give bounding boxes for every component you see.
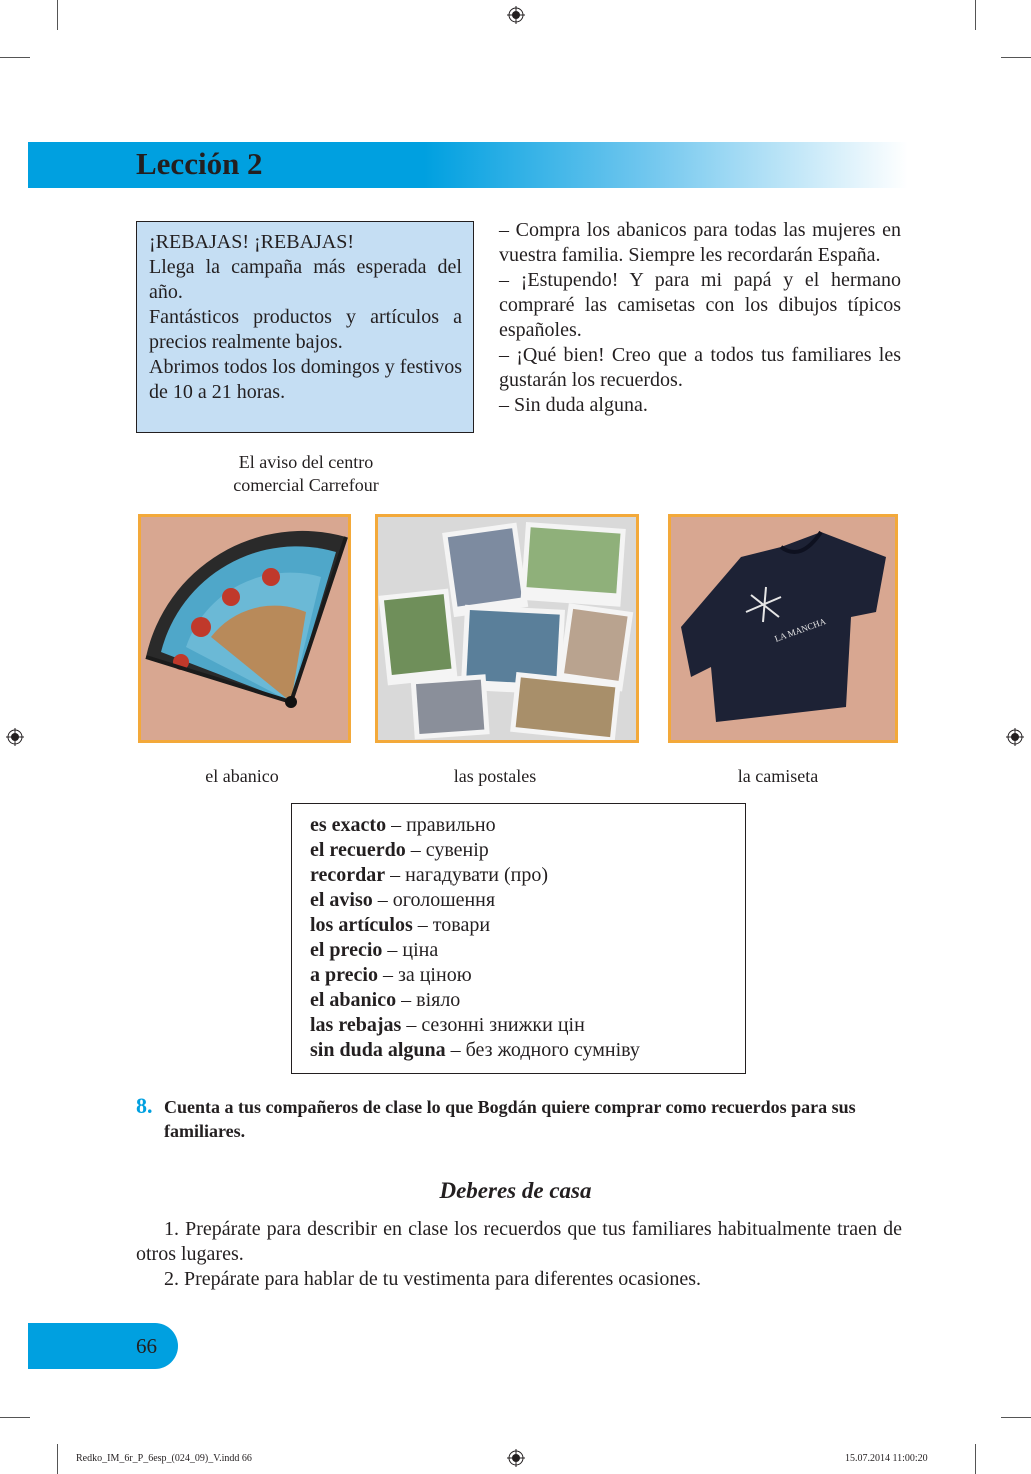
- crop-mark: [975, 0, 976, 30]
- vocab-entry: [310, 988, 745, 1013]
- dialog-line: – ¡Qué bien! Creo que a todos tus familiares les gustarán los recuerdos.: [499, 344, 901, 391]
- homework-item: 1. Prepárate para describir en clase los recuerdos que tus familiares habitualmente traen de otros lugares.: [136, 1218, 902, 1265]
- postcards-icon: [378, 517, 636, 740]
- task-number: [136, 1093, 153, 1119]
- crop-mark: [0, 57, 30, 58]
- notice-line: Fantásticos productos y artículos a precios realmente bajos.: [149, 306, 462, 353]
- vocab-entry: [310, 838, 745, 863]
- vocab-entry: [310, 963, 745, 988]
- vocab-term: es exacto: [310, 814, 387, 836]
- vocab-translation: – сезонні знижки цін: [401, 1014, 585, 1036]
- registration-mark-icon: [1006, 728, 1024, 746]
- homework-title: Deberes de casa: [439, 1178, 592, 1203]
- page-number: 66: [136, 1334, 157, 1358]
- vocab-term: el precio: [310, 939, 383, 961]
- vocab-translation: – без жодного сумніву: [445, 1039, 640, 1061]
- registration-mark-icon: [507, 1449, 525, 1467]
- vocab-term: sin duda alguna: [310, 1039, 446, 1061]
- dialog-text: [499, 218, 901, 418]
- store-notice: [136, 221, 474, 433]
- slug-date: 15.07.2014 11:00:20: [845, 1453, 928, 1464]
- notice-caption: [176, 451, 436, 497]
- registration-mark-icon: [6, 728, 24, 746]
- vocab-term: a precio: [310, 964, 378, 986]
- notice-line: ¡REBAJAS! ¡REBAJAS!: [149, 231, 355, 253]
- crop-mark: [975, 1444, 976, 1474]
- notice-line: Llega la campaña más esperada del año.: [149, 256, 462, 303]
- vocabulary-box: [291, 803, 746, 1074]
- homework-item: 2. Prepárate para hablar de tu vestimenta para diferentes ocasiones.: [164, 1268, 701, 1290]
- postcards-photo: [375, 514, 639, 743]
- dialog-line: – ¡Estupendo! Y para mi papá y el hermano compraré las camisetas con los dibujos típicos españoles.: [499, 269, 901, 341]
- notice-caption-line: El aviso del centro: [238, 452, 374, 472]
- dialog-line: – Sin duda alguna.: [499, 394, 648, 416]
- task-text: Cuenta a tus compañeros de clase lo que Bogdán quiere comprar como recuerdos para sus familiares.: [164, 1097, 856, 1141]
- tshirt-icon: [671, 517, 895, 740]
- vocab-term: el aviso: [310, 889, 373, 911]
- vocab-translation: – за ціною: [377, 964, 472, 986]
- photo-caption-fan: el abanico: [205, 766, 279, 786]
- dialog-line: – Compra los abanicos para todas las mujeres en vuestra familia. Siempre les recordarán España.: [499, 219, 901, 266]
- crop-mark: [57, 1444, 58, 1474]
- vocab-translation: – сувенір: [405, 839, 489, 861]
- vocab-translation: – правильно: [386, 814, 496, 836]
- vocab-entry: [310, 938, 745, 963]
- vocab-term: las rebajas: [310, 1014, 402, 1036]
- registration-mark-icon: [507, 6, 525, 24]
- vocab-term: recordar: [310, 864, 386, 886]
- notice-line: Abrimos todos los domingos y festivos de 10 a 21 horas.: [149, 356, 462, 403]
- vocab-entry: [310, 1013, 745, 1038]
- vocab-entry: [310, 888, 745, 913]
- vocab-entry: [310, 813, 745, 838]
- vocab-translation: – ціна: [382, 939, 439, 961]
- fan-icon: [141, 517, 348, 740]
- crop-mark: [1001, 57, 1031, 58]
- fan-photo: [138, 514, 351, 743]
- photo-caption-tshirt: la camiseta: [737, 766, 819, 786]
- crop-mark: [0, 1417, 30, 1418]
- vocab-translation: – нагадувати (про): [385, 864, 548, 886]
- lesson-title: Lección 2: [136, 146, 263, 181]
- vocab-translation: – товари: [412, 914, 491, 936]
- tshirt-photo: [668, 514, 898, 743]
- vocab-translation: – віяло: [396, 989, 461, 1011]
- photo-caption-postcards: las postales: [453, 766, 537, 786]
- vocab-entry: [310, 863, 745, 888]
- slug-filename: Redko_IM_6r_P_6esp_(024_09)_V.indd 66: [76, 1453, 252, 1464]
- vocab-entry: [310, 913, 745, 938]
- vocab-term: los artículos: [310, 914, 413, 936]
- task-number-label: 8.: [136, 1093, 153, 1118]
- homework-list: [136, 1217, 902, 1292]
- crop-mark: [1001, 1417, 1031, 1418]
- vocab-term: el recuerdo: [310, 839, 406, 861]
- tshirt-print-text: LA MANCHA: [773, 616, 828, 644]
- vocab-term: el abanico: [310, 989, 397, 1011]
- crop-mark: [57, 0, 58, 30]
- vocab-translation: – оголошення: [372, 889, 496, 911]
- vocab-entry: [310, 1038, 745, 1063]
- notice-caption-line: comercial Carrefour: [233, 475, 379, 495]
